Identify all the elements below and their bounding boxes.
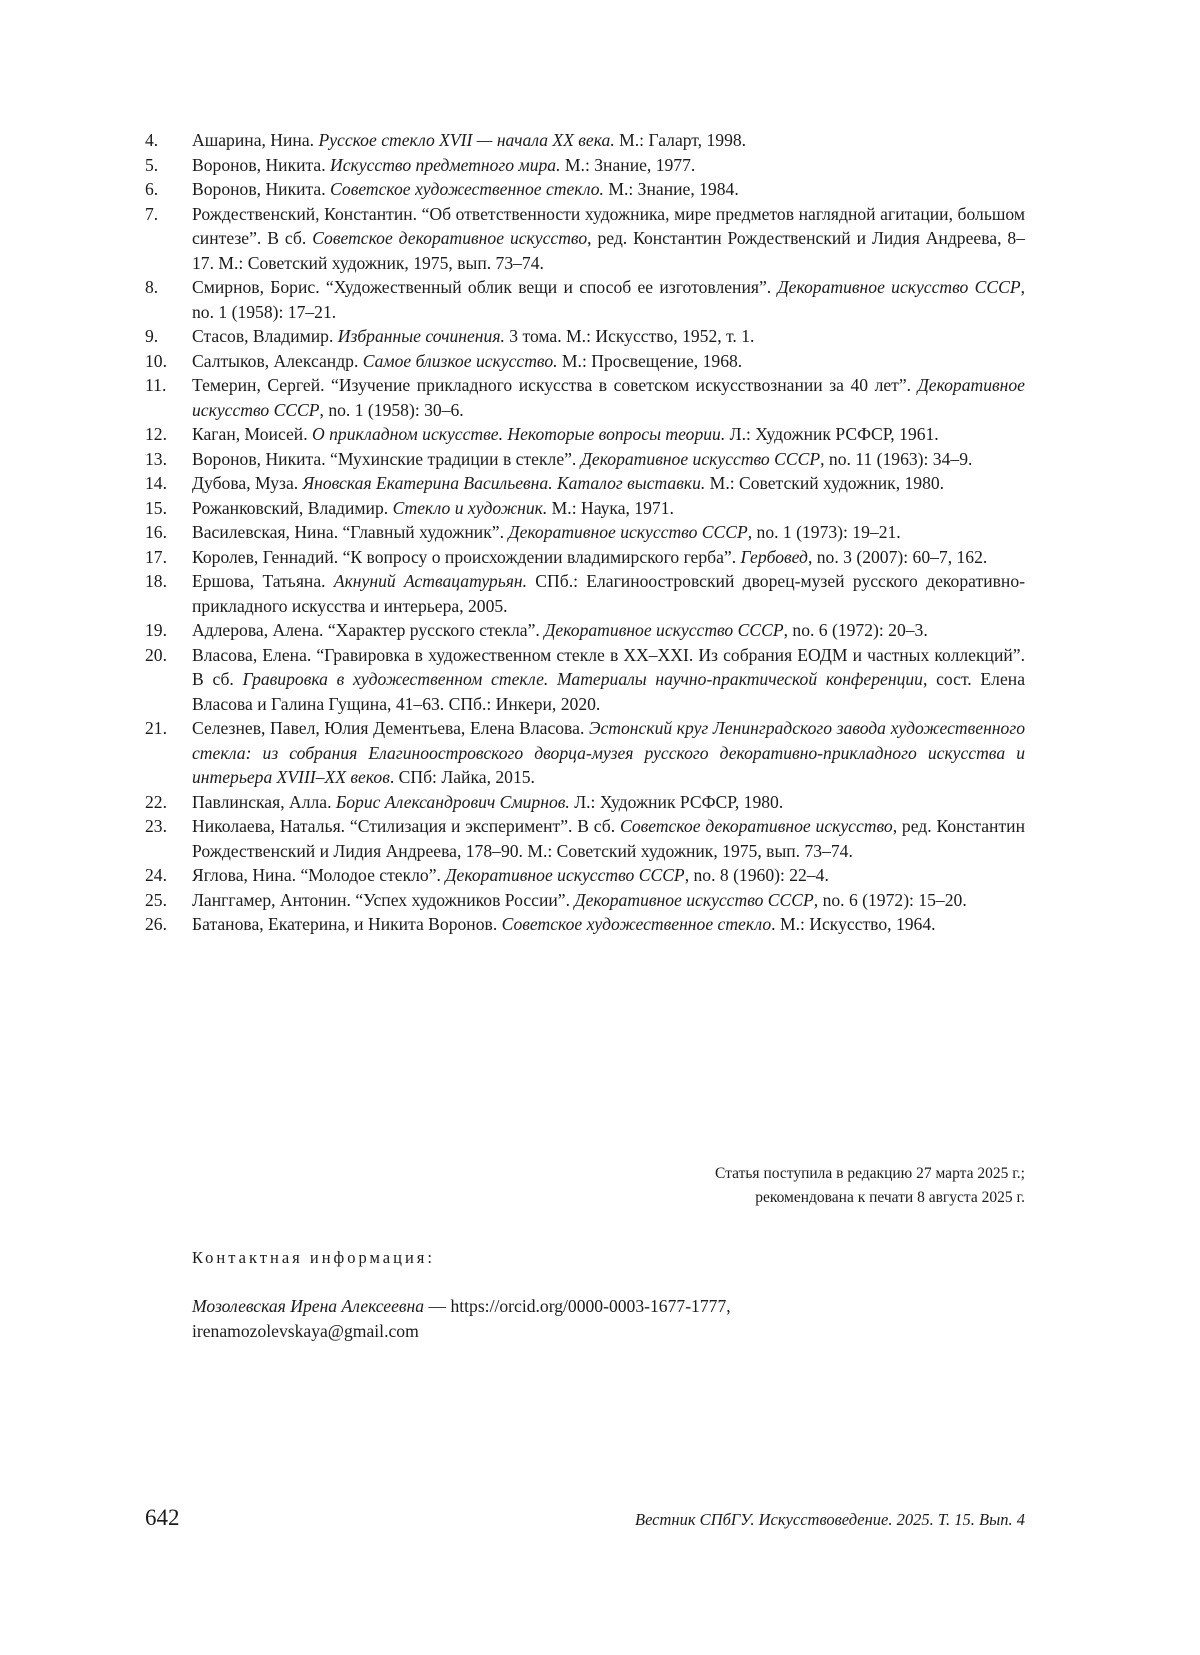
- reference-title: Искусство предметного мира.: [330, 154, 561, 175]
- reference-item: [145, 912, 1025, 937]
- reference-text: , ред. Константин Рождественский и Лидия Андреева, 178–90. М.: Советский художник, 1975, вып. 73–74.: [192, 816, 1025, 861]
- reference-text: Рождественский, Константин. “Об ответственности художника, мире предметов наглядной агитации, большом синтезе”. В сб.: [192, 203, 1025, 248]
- reference-number: 19.: [145, 620, 167, 640]
- reference-title: Борис Александрович Смирнов.: [335, 791, 570, 812]
- reference-text: Стасов, Владимир.: [192, 326, 338, 346]
- reference-title: Самое близкое искусство.: [362, 350, 558, 371]
- reference-text: Л.: Художник РСФСР, 1980.: [569, 791, 784, 812]
- reference-text: Ершова, Татьяна.: [192, 571, 334, 591]
- reference-item: [145, 888, 1025, 913]
- reference-item: [145, 275, 1025, 324]
- reference-title: Декоративное искусство СССР: [445, 865, 685, 885]
- reference-item: [145, 716, 1025, 790]
- reference-number: 18.: [145, 571, 167, 591]
- reference-item: [145, 128, 1025, 153]
- reference-title: Акнуний Аствацатурьян.: [333, 571, 528, 591]
- reference-item: [145, 471, 1025, 496]
- reference-text: М.: Знание, 1984.: [603, 179, 739, 199]
- submission-dates: [715, 1162, 1025, 1210]
- reference-number: 25.: [145, 889, 167, 910]
- reference-item: [145, 863, 1025, 888]
- reference-text: Власова, Елена. “Гравировка в художественном стекле в XX–XXI. Из собрания ЕОДМ и частных коллекций”. В сб.: [192, 644, 1025, 689]
- reference-text: , no. 1 (1958): 30–6.: [319, 399, 464, 420]
- reference-title: Декоративное искусство СССР: [580, 448, 821, 469]
- reference-number: 26.: [145, 914, 167, 934]
- reference-text: , no. 6 (1972): 15–20.: [813, 889, 967, 910]
- reference-text: Воронов, Никита.: [192, 179, 331, 199]
- reference-item: [145, 177, 1025, 202]
- reference-title: Гравировка в художественном стекле. Материалы научно-практической конференции: [242, 669, 923, 689]
- reference-text: , сост. Елена Власова и Галина Гущина, 41–63. СПб.: Инкери, 2020.: [192, 669, 1025, 714]
- reference-text: М.: Знание, 1977.: [560, 154, 696, 175]
- reference-title: Декоративное искусство СССР: [574, 889, 814, 910]
- reference-title: Декоративное искусство СССР: [192, 375, 1025, 420]
- reference-title: Декоративное искусство СССР: [777, 277, 1021, 297]
- reference-item: [145, 814, 1025, 863]
- reference-number: 12.: [145, 424, 167, 444]
- author-name: Мозолевская Ирена Алексеевна: [192, 1296, 425, 1316]
- reference-item: [145, 373, 1025, 422]
- reference-item: [145, 790, 1025, 815]
- reference-text: Дубова, Муза.: [192, 473, 303, 493]
- reference-text: Салтыков, Александр.: [192, 350, 363, 371]
- reference-title: Гербовед: [740, 546, 808, 567]
- reference-text: М.: Галарт, 1998.: [614, 130, 747, 150]
- reference-text: , no. 1 (1973): 19–21.: [747, 522, 901, 542]
- reference-text: Павлинская, Алла.: [192, 791, 336, 812]
- reference-text: . СПб: Лайка, 2015.: [389, 767, 535, 787]
- reference-text: Воронов, Никита. “Мухинские традиции в стекле”.: [192, 448, 581, 469]
- reference-number: 20.: [145, 644, 167, 665]
- reference-text: , no. 11 (1963): 34–9.: [820, 448, 973, 469]
- reference-item: [145, 349, 1025, 374]
- reference-text: Адлерова, Алена. “Характер русского стекла”.: [192, 620, 545, 640]
- reference-text: , no. 6 (1972): 20–3.: [783, 620, 928, 640]
- reference-number: 14.: [145, 473, 167, 493]
- reference-text: Василевская, Нина. “Главный художник”.: [192, 522, 509, 542]
- reference-title: О прикладном искусстве. Некоторые вопросы теории.: [312, 424, 726, 444]
- reference-number: 4.: [145, 130, 159, 150]
- reference-title: Советское художественное стекло.: [330, 179, 604, 199]
- reference-text: . М.: Искусство, 1964.: [771, 914, 936, 934]
- reference-title: Яновская Екатерина Васильевна. Каталог выставки.: [302, 473, 706, 493]
- reference-text: Яглова, Нина. “Молодое стекло”.: [192, 865, 446, 885]
- reference-item: [145, 545, 1025, 570]
- reference-number: 8.: [145, 277, 159, 297]
- received-date: Статья поступила в редакцию 27 марта 2025 г.;: [715, 1165, 1025, 1182]
- reference-item: [145, 496, 1025, 521]
- reference-number: 21.: [145, 718, 167, 738]
- reference-item: [145, 643, 1025, 717]
- reference-number: 17.: [145, 546, 167, 567]
- reference-title: Декоративное искусство СССР: [544, 620, 784, 640]
- reference-list: [145, 128, 1025, 937]
- reference-title: Советское художественное стекло: [501, 914, 772, 934]
- accepted-date: рекомендована к печати 8 августа 2025 г.: [755, 1189, 1025, 1206]
- reference-item: [145, 569, 1025, 618]
- page-number: 642: [145, 1505, 180, 1530]
- contact-heading: Контактная информация:: [192, 1248, 435, 1267]
- reference-item: [145, 618, 1025, 643]
- reference-text: Рожанковский, Владимир.: [192, 497, 393, 518]
- reference-text: 3 тома. М.: Искусство, 1952, т. 1.: [504, 326, 755, 346]
- reference-title: Советское декоративное искусство: [619, 816, 893, 836]
- reference-item: [145, 153, 1025, 178]
- reference-title: Эстонский круг Ленинградского завода художественного стекла: из собрания Елагиноостровского дворца-музея русского декоративно-прикладного искусства и интерьера XVIII–XX веков: [192, 718, 1026, 787]
- reference-number: 10.: [145, 350, 167, 371]
- orcid-link[interactable]: https://orcid.org/0000-0003-1677-1777,: [450, 1296, 731, 1316]
- reference-text: Королев, Геннадий. “К вопросу о происхождении владимирского герба”.: [192, 546, 741, 567]
- email-link[interactable]: irenamozolevskaya@gmail.com: [192, 1321, 419, 1341]
- reference-text: М.: Советский художник, 1980.: [705, 473, 945, 493]
- reference-text: Николаева, Наталья. “Стилизация и эксперимент”. В сб.: [192, 816, 620, 836]
- reference-text: Ашарина, Нина.: [192, 130, 319, 150]
- reference-item: [145, 447, 1025, 472]
- reference-text: СПб.: Елагиноостровский дворец-музей русского декоративно-прикладного искусства и интерьера, 2005.: [192, 571, 1025, 616]
- reference-number: 9.: [145, 326, 159, 346]
- reference-number: 5.: [145, 154, 159, 175]
- reference-text: , no. 3 (2007): 60–7, 162.: [807, 546, 988, 567]
- reference-item: [145, 202, 1025, 276]
- reference-text: М.: Просвещение, 1968.: [557, 350, 743, 371]
- contact-info: [192, 1294, 1032, 1344]
- reference-text: Батанова, Екатерина, и Никита Воронов.: [192, 914, 502, 934]
- reference-text: Л.: Художник РСФСР, 1961.: [725, 424, 939, 444]
- reference-text: , ред. Константин Рождественский и Лидия Андреева, 8–17. М.: Советский художник, 1975, вып. 73–74.: [192, 228, 1025, 273]
- reference-number: 11.: [145, 375, 167, 395]
- reference-item: [145, 422, 1025, 447]
- reference-number: 15.: [145, 497, 167, 518]
- reference-number: 23.: [145, 816, 167, 836]
- reference-title: Советское декоративное искусство: [312, 228, 588, 248]
- reference-number: 24.: [145, 865, 167, 885]
- reference-text: Каган, Моисей.: [192, 424, 313, 444]
- reference-title: Русское стекло XVII — начала XX века.: [318, 130, 615, 150]
- dash-separator: —: [424, 1296, 451, 1316]
- reference-item: [145, 520, 1025, 545]
- reference-number: 16.: [145, 522, 167, 542]
- reference-number: 7.: [145, 203, 159, 224]
- reference-text: Воронов, Никита.: [192, 154, 331, 175]
- reference-text: , no. 1 (1958): 17–21.: [192, 277, 1025, 322]
- reference-title: Стекло и художник.: [392, 497, 548, 518]
- reference-text: Смирнов, Борис. “Художественный облик вещи и способ ее изготовления”.: [192, 277, 778, 297]
- reference-text: Ланггамер, Антонин. “Успех художников России”.: [192, 889, 575, 910]
- reference-title: Избранные сочинения.: [337, 326, 505, 346]
- reference-item: [145, 324, 1025, 349]
- reference-text: Селезнев, Павел, Юлия Дементьева, Елена Власова.: [192, 718, 589, 738]
- reference-number: 22.: [145, 791, 167, 812]
- reference-text: , no. 8 (1960): 22–4.: [684, 865, 829, 885]
- reference-text: Темерин, Сергей. “Изучение прикладного искусства в советском искусствознании за 40 лет”.: [192, 375, 918, 395]
- reference-title: Декоративное искусство СССР: [508, 522, 748, 542]
- journal-title: Вестник СПбГУ. Искусствоведение. 2025. Т. 15. Вып. 4: [634, 1510, 1025, 1529]
- reference-text: М.: Наука, 1971.: [547, 497, 674, 518]
- reference-number: 6.: [145, 179, 159, 199]
- reference-number: 13.: [145, 448, 167, 469]
